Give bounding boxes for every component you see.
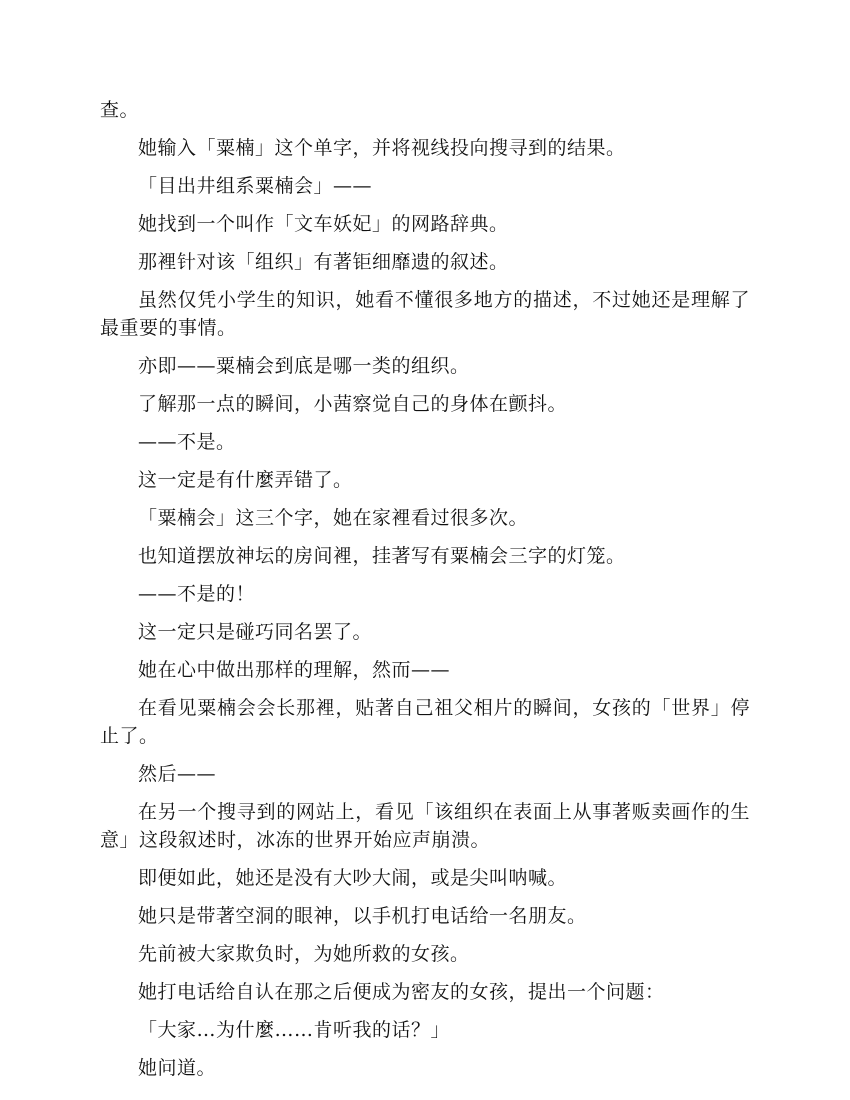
paragraph: 这一定只是碰巧同名罢了。 bbox=[138, 621, 373, 643]
paragraph: 虽然仅凭小学生的知识，她看不懂很多地方的描述，不过她还是理解了最重要的事情。 bbox=[100, 289, 750, 339]
paragraph: 她在心中做出那样的理解，然而—— bbox=[138, 659, 451, 681]
paragraph: 这一定是有什麼弄错了。 bbox=[138, 469, 353, 491]
paragraph: 先前被大家欺负时，为她所救的女孩。 bbox=[138, 943, 470, 965]
paragraph: 即便如此，她还是没有大吵大闹，或是尖叫呐喊。 bbox=[138, 867, 568, 889]
paragraph: 「粟楠会」这三个字，她在家裡看过很多次。 bbox=[138, 507, 529, 529]
paragraph: 在看见粟楠会会长那裡，贴著自己祖父相片的瞬间，女孩的「世界」停止了。 bbox=[100, 697, 750, 747]
paragraph: ——不是。 bbox=[138, 431, 236, 453]
paragraph: 亦即——粟楠会到底是哪一类的组织。 bbox=[138, 355, 470, 377]
paragraph: 她只是带著空洞的眼神，以手机打电话给一名朋友。 bbox=[138, 905, 587, 927]
paragraph-continuation: 查。 bbox=[100, 99, 140, 121]
paragraph: 在另一个搜寻到的网站上，看见「该组织在表面上从事著贩卖画作的生意」这段叙述时，冰冻的世界开始应声崩溃。 bbox=[100, 801, 750, 851]
document-page bbox=[100, 96, 750, 1092]
paragraph: 然后—— bbox=[138, 763, 217, 785]
paragraph: 了解那一点的瞬间，小茜察觉自己的身体在颤抖。 bbox=[138, 393, 568, 415]
paragraph: 她输入「粟楠」这个单字，并将视线投向搜寻到的结果。 bbox=[138, 137, 626, 159]
paragraph: 她打电话给自认在那之后便成为密友的女孩，提出一个问题： bbox=[138, 981, 665, 1003]
paragraph: 那裡针对该「组织」有著钜细靡遗的叙述。 bbox=[138, 251, 509, 273]
paragraph: 她找到一个叫作「文车妖妃」的网路辞典。 bbox=[138, 213, 509, 235]
paragraph: 也知道摆放神坛的房间裡，挂著写有粟楠会三字的灯笼。 bbox=[138, 545, 626, 567]
paragraph: ——不是的！ bbox=[138, 583, 256, 605]
paragraph: 「大家…为什麼……肯听我的话？」 bbox=[138, 1019, 451, 1041]
paragraph: 「目出井组系粟楠会」—— bbox=[138, 175, 373, 197]
paragraph: 她问道。 bbox=[138, 1057, 217, 1079]
